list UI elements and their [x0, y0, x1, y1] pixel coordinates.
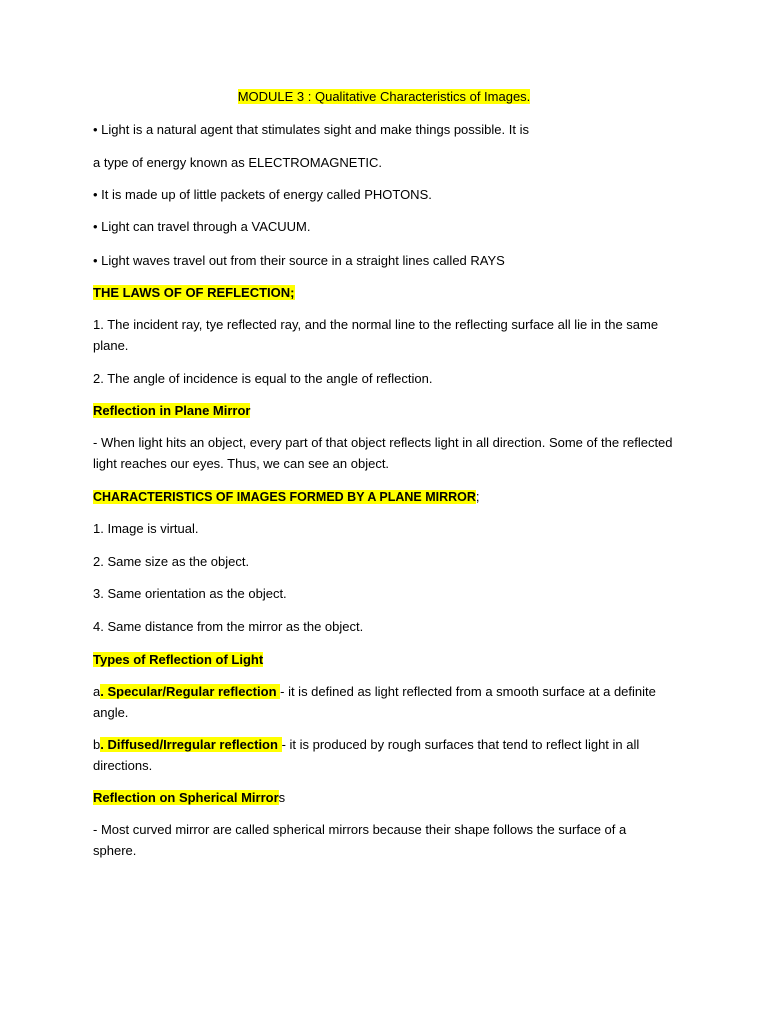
laws-heading: THE LAWS OF OF REFLECTION;: [93, 285, 295, 300]
type-b-term: . Diffused/Irregular reflection: [100, 737, 282, 752]
characteristics-heading-line: [93, 486, 683, 508]
bullet-vacuum: • Light can travel through a VACUUM.: [93, 219, 311, 234]
spherical-text: - Most curved mirror are called spherical mirrors because their shape follows the surface of a sphere.: [93, 822, 627, 858]
module-title: MODULE 3 : Qualitative Characteristics of Images.: [237, 89, 531, 104]
spherical-heading: Reflection on Spherical Mirror: [93, 790, 279, 805]
plane-mirror-heading-line: [93, 400, 683, 421]
bullet-light-agent-line2: a type of energy known as ELECTROMAGNETIC.: [93, 155, 382, 170]
type-a-term: . Specular/Regular reflection: [100, 684, 281, 699]
characteristic-item: 4. Same distance from the mirror as the object.: [93, 619, 364, 634]
law-2: 2. The angle of incidence is equal to the angle of reflection.: [93, 371, 433, 386]
type-b-text: - it is produced by rough surfaces that tend to reflect light in all directions.: [93, 737, 640, 773]
type-a-prefix: a: [93, 684, 101, 699]
characteristic-item: 3. Same orientation as the object.: [93, 586, 287, 601]
type-b-prefix: b: [93, 737, 101, 752]
types-heading-line: [93, 649, 683, 670]
bullet-rays: • Light waves travel out from their source in a straight lines called RAYS: [93, 253, 505, 268]
characteristics-heading-suffix: ;: [475, 489, 480, 504]
title-line: [0, 86, 768, 107]
type-a-text: - it is defined as light reflected from a smooth surface at a definite angle.: [93, 684, 656, 720]
bullet-photons: • It is made up of little packets of energy called PHOTONS.: [93, 187, 432, 202]
characteristic-item: 1. Image is virtual.: [93, 521, 199, 536]
law-1: 1. The incident ray, tye reflected ray, and the normal line to the reflecting surface all lie in the same plane.: [93, 317, 659, 353]
spherical-heading-line: [93, 787, 683, 808]
plane-mirror-text: - When light hits an object, every part of that object reflects light in all direction. Some of the reflected light reaches our eyes. Thus, we can see an object.: [93, 435, 673, 471]
plane-mirror-heading: Reflection in Plane Mirror: [93, 403, 251, 418]
spherical-heading-suffix: s: [278, 790, 286, 805]
laws-heading-line: [93, 282, 683, 303]
type-b-paragraph: [93, 734, 673, 776]
characteristic-item: 2. Same size as the object.: [93, 554, 250, 569]
characteristics-heading: CHARACTERISTICS OF IMAGES FORMED BY A PLANE MIRROR: [93, 490, 476, 504]
types-heading: Types of Reflection of Light: [93, 652, 264, 667]
bullet-light-agent-line1: • Light is a natural agent that stimulates sight and make things possible. It is: [93, 122, 529, 137]
type-a-paragraph: [93, 681, 673, 723]
